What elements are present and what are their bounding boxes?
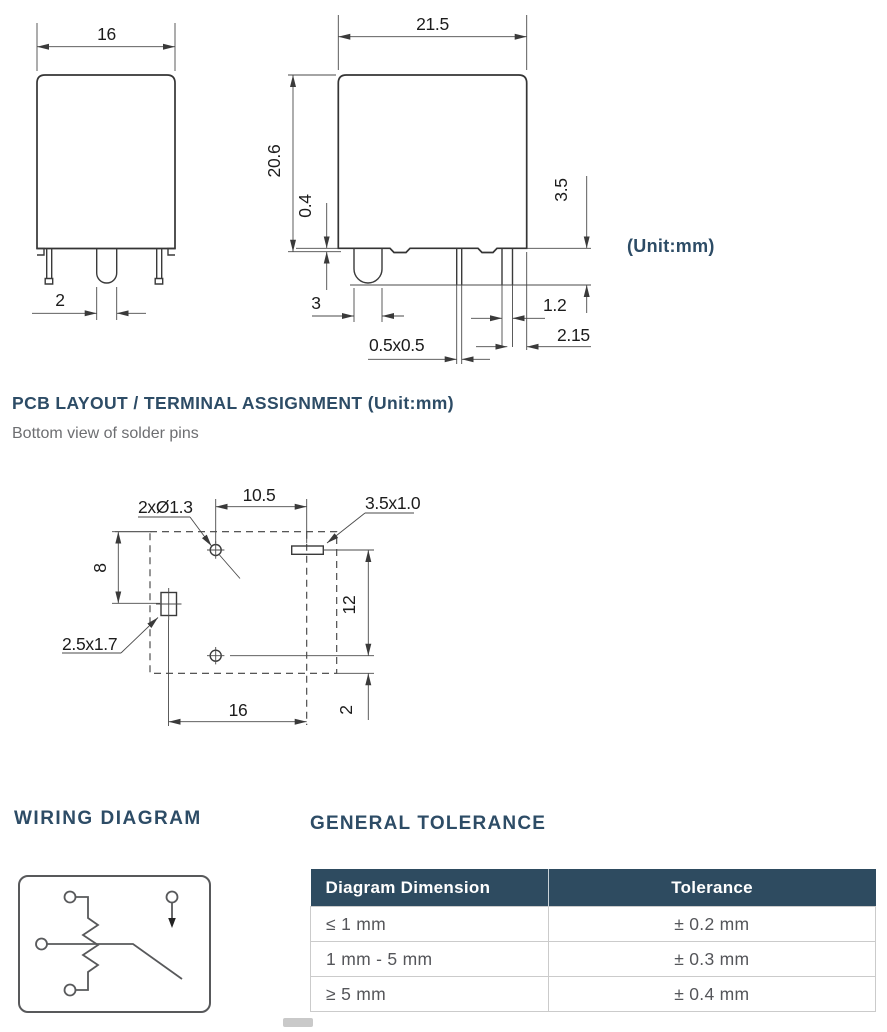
- dim-side-pin-width-label: 1.2: [543, 295, 567, 315]
- dim-side-pin-edge-label: 2.15: [557, 325, 590, 345]
- tolerance-value-cell: ± 0.3 mm: [548, 942, 875, 977]
- dim-pcb-2: [336, 673, 368, 720]
- tolerance-dimension-cell: ≤ 1 mm: [311, 907, 549, 942]
- side-body-outline: [338, 75, 526, 253]
- pcb-square-hole: [156, 588, 182, 620]
- table-row: [311, 942, 876, 977]
- dim-side-pin-length: [551, 176, 587, 313]
- tolerance-value-cell: ± 0.2 mm: [548, 907, 875, 942]
- callout-pcb-holes: [138, 497, 240, 579]
- pcb-section-subtitle: Bottom view of solder pins: [12, 425, 199, 442]
- side-center-pin: [457, 248, 462, 285]
- callout-pcb-square: [62, 618, 158, 655]
- dim-side-pin-edge: [476, 325, 591, 347]
- dim-side-standoff-label: 0.4: [295, 194, 315, 218]
- dim-side-pin-length-label: 3.5: [551, 178, 571, 202]
- dim-side-boss-label: 3: [311, 293, 321, 313]
- dim-side-boss: [311, 288, 404, 322]
- dim-pcb-8-label: 8: [90, 563, 110, 573]
- pcb-section-title: PCB LAYOUT / TERMINAL ASSIGNMENT (Unit:mm): [12, 393, 454, 413]
- tolerance-header-row: [311, 869, 876, 907]
- pcb-slot: [292, 546, 374, 554]
- dim-side-standoff: [295, 194, 327, 290]
- wiring-terminal-coil-top: [65, 892, 76, 903]
- side-mounting-boss: [354, 248, 382, 283]
- tolerance-header-tolerance: Tolerance: [548, 869, 875, 907]
- dim-pcb-8: [90, 532, 160, 604]
- dim-pcb-16-label: 16: [228, 700, 248, 720]
- tolerance-header-dimension: Diagram Dimension: [311, 869, 549, 907]
- wiring-arrow-icon: [168, 918, 176, 928]
- callout-pcb-slot: [327, 493, 421, 543]
- dim-side-width-label: 21.5: [416, 14, 449, 34]
- callout-pcb-square-label: 2.5x1.7: [62, 634, 118, 654]
- callout-pcb-slot-label: 3.5x1.0: [365, 493, 421, 513]
- unit-note: (Unit:mm): [627, 236, 715, 256]
- dim-front-width: [37, 23, 175, 71]
- dim-pcb-16: [169, 620, 307, 726]
- wiring-section-title: WIRING DIAGRAM: [14, 808, 202, 829]
- pcb-outline-dashed: [150, 532, 337, 674]
- wiring-terminal-common: [36, 939, 47, 950]
- dim-side-width: [338, 14, 526, 70]
- table-row: [311, 977, 876, 1012]
- dim-pcb-2-label: 2: [336, 705, 356, 715]
- dim-front-pin: [32, 287, 146, 320]
- dim-side-height: [264, 75, 336, 252]
- wiring-switch: [47, 944, 182, 979]
- dim-front-pin-label: 2: [55, 290, 65, 310]
- dim-pcb-pitch-label: 10.5: [242, 485, 276, 505]
- mechanical-drawings: [0, 0, 887, 380]
- pcb-layout-drawing: [0, 460, 480, 750]
- relay-side-view: [264, 14, 591, 364]
- front-feet: [37, 249, 175, 256]
- tolerance-dimension-cell: ≥ 5 mm: [311, 977, 549, 1012]
- dim-pcb-pitch: [216, 485, 307, 543]
- dim-pcb-12-label: 12: [339, 595, 359, 615]
- tolerance-dimension-cell: 1 mm - 5 mm: [311, 942, 549, 977]
- front-left-pin: [45, 249, 53, 285]
- tolerance-table: [310, 869, 876, 1012]
- callout-pcb-holes-label: 2xØ1.3: [138, 497, 193, 517]
- tolerance-value-cell: ± 0.4 mm: [548, 977, 875, 1012]
- dim-front-width-label: 16: [97, 24, 116, 44]
- dim-side-pin-width: [471, 295, 566, 318]
- relay-front-view: [32, 23, 175, 320]
- side-right-pin: [502, 248, 513, 285]
- page-artifact: [283, 1018, 313, 1027]
- dim-side-pin-section: [368, 335, 490, 359]
- dim-side-pin-section-label: 0.5x0.5: [369, 335, 425, 355]
- table-row: [311, 907, 876, 942]
- wiring-terminal-no: [167, 892, 178, 903]
- pcb-hole-bottom: [207, 647, 224, 664]
- front-body-outline: [37, 75, 175, 249]
- dim-side-height-label: 20.6: [264, 144, 284, 178]
- dim-pcb-12: [339, 550, 368, 656]
- tolerance-section-title: GENERAL TOLERANCE: [310, 813, 547, 834]
- front-center-pin: [97, 249, 117, 284]
- wiring-terminal-coil-bottom: [65, 985, 76, 996]
- wiring-diagram: [0, 872, 230, 1032]
- front-right-pin: [155, 249, 163, 285]
